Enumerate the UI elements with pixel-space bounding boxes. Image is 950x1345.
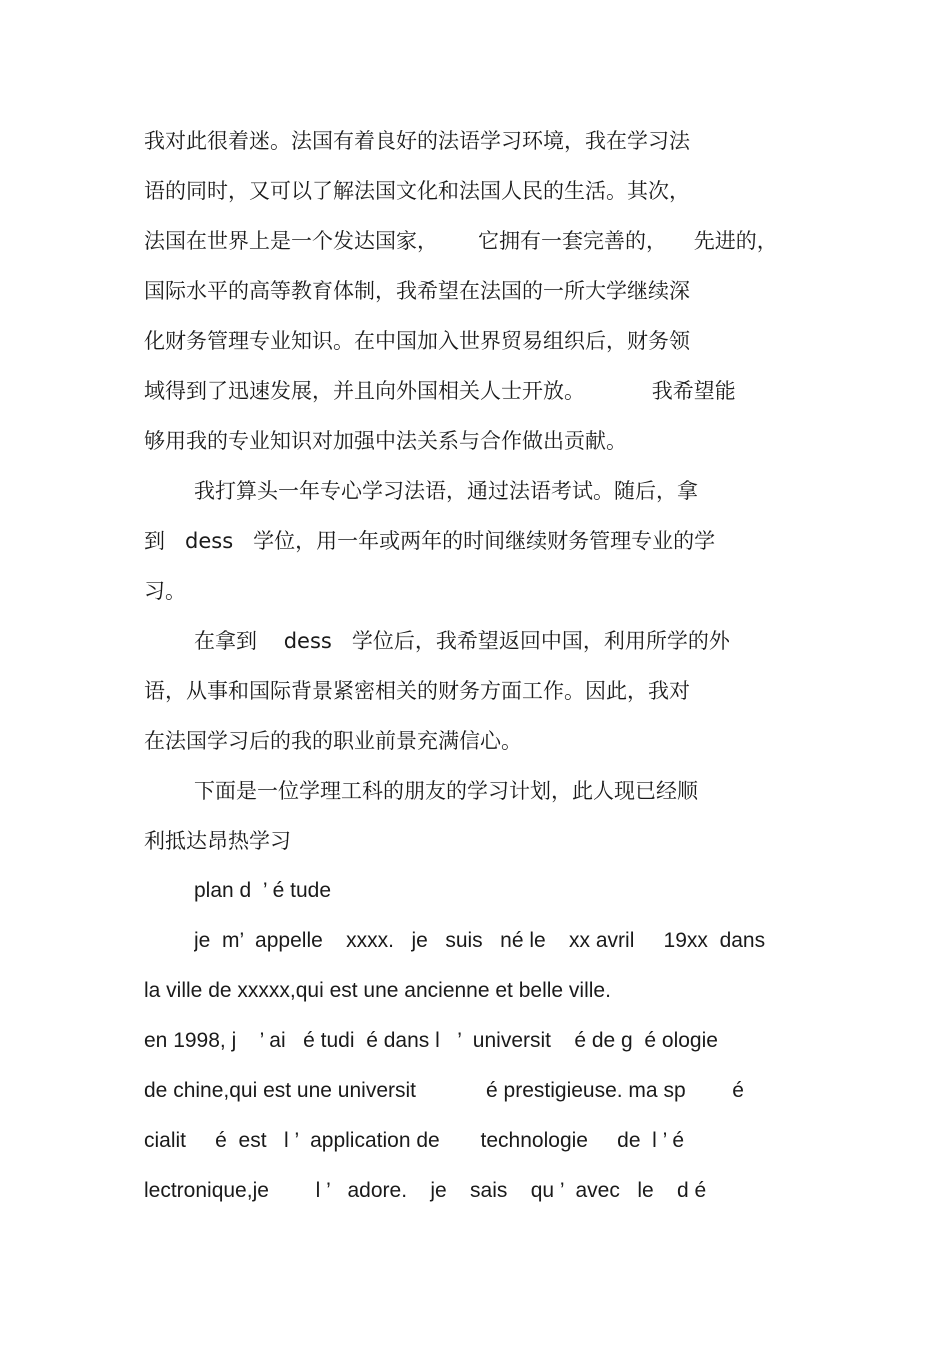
paragraph-line: 习。 <box>144 579 186 603</box>
french-title-line: plan d ’ é tude <box>194 879 331 902</box>
paragraph-line: 化财务管理专业知识。在中国加入世界贸易组织后，财务领 <box>144 329 690 353</box>
paragraph-line: 我打算头一年专心学习法语，通过法语考试。随后，拿 <box>194 479 698 503</box>
french-line: je m’ appelle xxxx. je suis né le xx avril 19xx dans <box>194 929 766 952</box>
french-line: la ville de xxxxx,qui est une ancienne et belle ville. <box>144 979 611 1002</box>
french-line: de chine,qui est une universit é prestigieuse. ma sp é <box>144 1079 744 1102</box>
paragraph-line: 在法国学习后的我的职业前景充满信心。 <box>144 729 522 753</box>
french-line: en 1998, j ’ ai é tudi é dans l ’ universit é de g é ologie <box>144 1029 718 1052</box>
paragraph-line: 在拿到 dess 学位后，我希望返回中国，利用所学的外 <box>194 629 730 653</box>
paragraph-line: 域得到了迅速发展，并且向外国相关人士开放。 我希望能 <box>144 379 736 403</box>
paragraph-line: 国际水平的高等教育体制，我希望在法国的一所大学继续深 <box>144 279 690 303</box>
paragraph-line: 够用我的专业知识对加强中法关系与合作做出贡献。 <box>144 429 627 453</box>
paragraph-line: 语，从事和国际背景紧密相关的财务方面工作。因此，我对 <box>144 679 690 703</box>
french-line: lectronique,je l ’ adore. je sais qu ’ avec le d é <box>144 1179 707 1202</box>
paragraph-line: 语的同时，又可以了解法国文化和法国人民的生活。其次， <box>144 179 690 203</box>
paragraph-line: 我对此很着迷。法国有着良好的法语学习环境，我在学习法 <box>144 129 690 153</box>
paragraph-line: 法国在世界上是一个发达国家， 它拥有一套完善的， 先进的， <box>144 229 778 253</box>
french-line: cialit é est l ’ application de technologie de l ’ é <box>144 1129 685 1152</box>
paragraph-line: 到 dess 学位，用一年或两年的时间继续财务管理专业的学 <box>144 529 716 553</box>
paragraph-line: 利抵达昂热学习 <box>144 829 291 853</box>
paragraph-line: 下面是一位学理工科的朋友的学习计划，此人现已经顺 <box>194 779 698 803</box>
